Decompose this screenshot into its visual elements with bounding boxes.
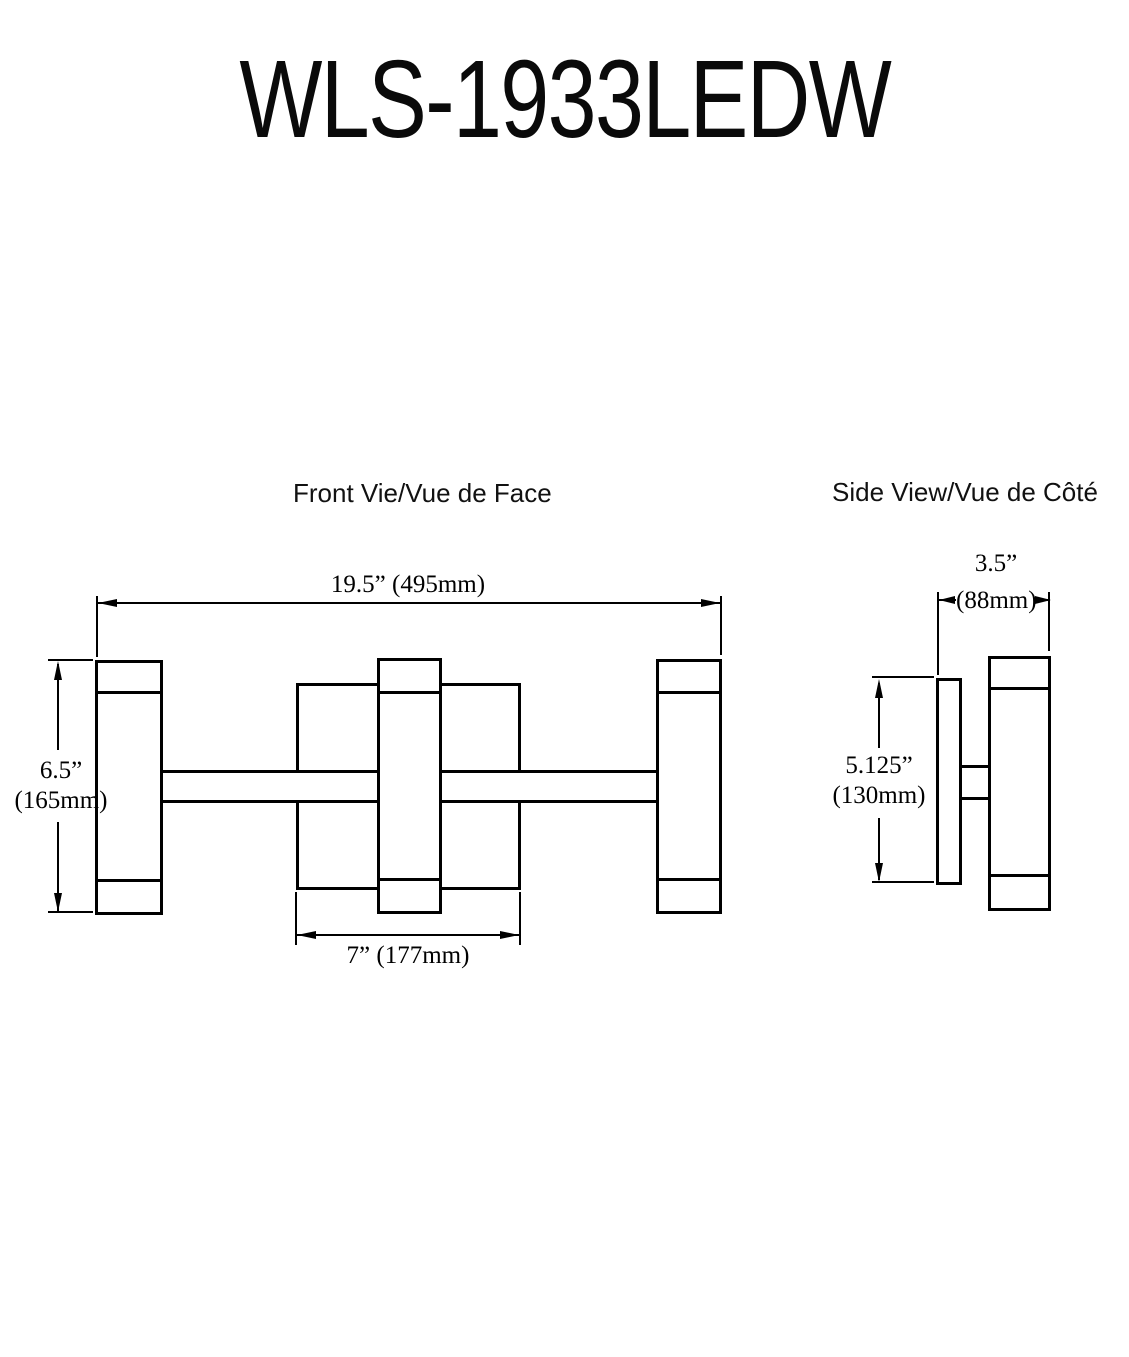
dimension-line (97, 602, 721, 604)
front-view-heading: Front Vie/Vue de Face (293, 478, 552, 508)
arrow-up-icon (875, 679, 883, 698)
arrow-right-icon (1035, 596, 1051, 604)
cylinder-cap-line (991, 874, 1048, 877)
extension-line (720, 596, 722, 655)
arrow-down-icon (54, 893, 62, 912)
arrow-up-icon (54, 661, 62, 680)
side-lamp-cylinder (988, 656, 1051, 911)
arrow-down-icon (875, 863, 883, 882)
cylinder-cap-line (659, 878, 719, 881)
front-right-lamp-cylinder (656, 659, 722, 914)
cylinder-cap-line (659, 691, 719, 694)
side-mounting-arm (960, 765, 990, 800)
arrow-left-icon (939, 596, 955, 604)
side-depth-dimension-inches-label: 3.5” (974, 550, 1018, 577)
front-width-dimension-label: 19.5” (495mm) (330, 571, 486, 598)
title-row (0, 38, 1129, 161)
page-title: WLS-1933LEDW (239, 38, 890, 161)
cylinder-cap-line (98, 691, 160, 694)
cylinder-cap-line (380, 691, 439, 694)
side-depth-dimension-mm-label: (88mm) (956, 587, 1037, 614)
front-height-dimension-inches-label: 6.5” (39, 757, 83, 784)
extension-line (519, 892, 521, 945)
front-height-dimension-mm-label: (165mm) (14, 787, 108, 814)
side-height-dimension-mm-label: (130mm) (832, 782, 926, 809)
arrow-right-icon (701, 599, 720, 607)
front-center-lamp-cylinder (377, 658, 442, 914)
side-height-dimension-inches-label: 5.125” (845, 752, 913, 779)
front-backplate-width-dimension-label: 7” (177mm) (346, 942, 470, 969)
cylinder-cap-line (991, 687, 1048, 690)
dimension-line (296, 934, 520, 936)
cylinder-cap-line (98, 879, 160, 882)
extension-line (937, 592, 939, 675)
side-view-heading: Side View/Vue de Côté (832, 477, 1098, 507)
extension-line (872, 676, 934, 678)
arrow-left-icon (297, 931, 316, 939)
arrow-right-icon (500, 931, 519, 939)
arrow-left-icon (98, 599, 117, 607)
cylinder-cap-line (380, 878, 439, 881)
